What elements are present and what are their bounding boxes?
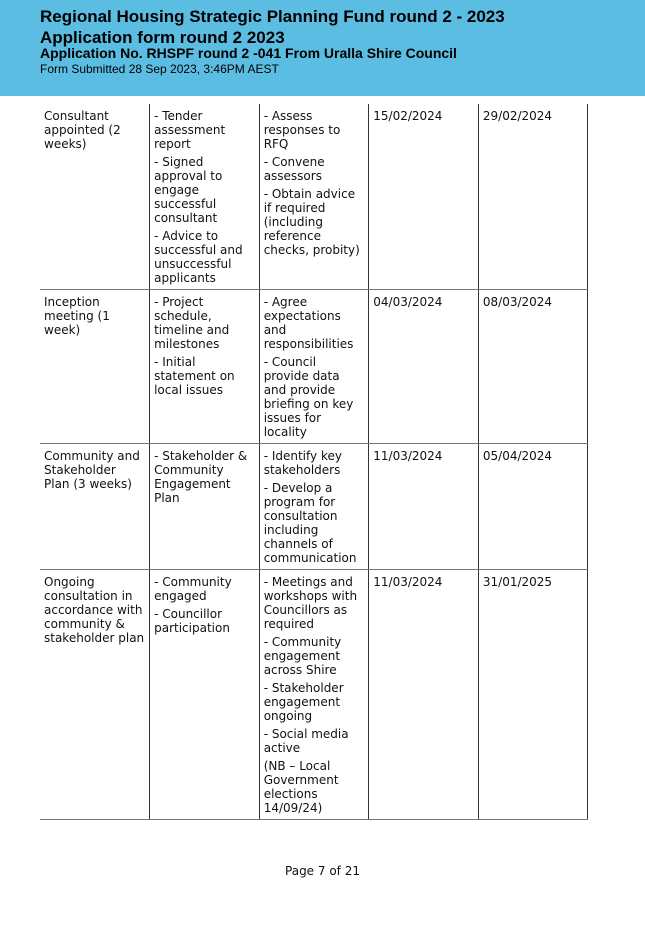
activity-item: - Develop a program for consultation including channels of communication xyxy=(263,481,357,565)
activity-item: - Stakeholder engagement ongoing xyxy=(263,681,344,723)
activities-cell xyxy=(259,290,369,444)
start-date-cell: 04/03/2024 xyxy=(369,290,479,444)
outputs-cell xyxy=(150,570,260,820)
start-date-cell: 15/02/2024 xyxy=(369,104,479,290)
activities-cell xyxy=(259,444,369,570)
activity-item: - Council provide data and provide briefing on key issues for locality xyxy=(263,355,354,439)
stage-cell: Community and Stakeholder Plan (3 weeks) xyxy=(40,444,150,570)
project-timeline-table xyxy=(40,104,588,820)
activity-item: - Meetings and workshops with Councillors as required xyxy=(263,575,358,631)
output-item: - Advice to successful and unsuccessful applicants xyxy=(154,229,243,285)
table-row xyxy=(40,290,588,444)
form-title-line2: Application form round 2 2023 xyxy=(40,28,285,47)
activities-cell xyxy=(259,570,369,820)
activity-item: - Agree expectations and responsibilities xyxy=(263,295,354,351)
table-row xyxy=(40,570,588,820)
start-date-cell: 11/03/2024 xyxy=(369,570,479,820)
stage-cell: Inception meeting (1 week) xyxy=(40,290,150,444)
output-item: - Councillor participation xyxy=(154,607,230,635)
activity-item: (NB – Local Government elections 14/09/24) xyxy=(263,759,339,815)
activities-cell xyxy=(259,104,369,290)
stage-cell: Ongoing consultation in accordance with community & stakeholder plan xyxy=(40,570,150,820)
end-date-cell: 31/01/2025 xyxy=(478,570,588,820)
output-item: - Project schedule, timeline and milestones xyxy=(154,295,230,351)
activity-item: - Identify key stakeholders xyxy=(263,449,342,477)
table-row xyxy=(40,104,588,290)
stage-cell: Consultant appointed (2 weeks) xyxy=(40,104,150,290)
activity-item: - Convene assessors xyxy=(263,155,325,183)
start-date-cell: 11/03/2024 xyxy=(369,444,479,570)
output-item: - Initial statement on local issues xyxy=(154,355,235,397)
application-number: Application No. RHSPF round 2 -041 From Uralla Shire Council xyxy=(40,45,457,61)
end-date-cell: 05/04/2024 xyxy=(478,444,588,570)
outputs-cell xyxy=(150,444,260,570)
activity-item: - Obtain advice if required (including reference checks, probity) xyxy=(263,187,360,257)
submission-date: Form Submitted 28 Sep 2023, 3:46PM AEST xyxy=(40,62,279,76)
activity-item: - Social media active xyxy=(263,727,349,755)
end-date-cell: 08/03/2024 xyxy=(478,290,588,444)
table-row xyxy=(40,444,588,570)
activity-item: - Community engagement across Shire xyxy=(263,635,342,677)
output-item: - Community engaged xyxy=(154,575,232,603)
form-title-line1: Regional Housing Strategic Planning Fund round 2 - 2023 xyxy=(40,7,505,26)
page-number: Page 7 of 21 xyxy=(285,864,360,878)
outputs-cell xyxy=(150,290,260,444)
end-date-cell: 29/02/2024 xyxy=(478,104,588,290)
output-item: - Tender assessment report xyxy=(154,109,226,151)
form-header xyxy=(0,0,645,96)
output-item: - Stakeholder & Community Engagement Plan xyxy=(154,449,248,505)
output-item: - Signed approval to engage successful consultant xyxy=(154,155,223,225)
outputs-cell xyxy=(150,104,260,290)
form-title xyxy=(40,6,505,48)
activity-item: - Assess responses to RFQ xyxy=(263,109,341,151)
